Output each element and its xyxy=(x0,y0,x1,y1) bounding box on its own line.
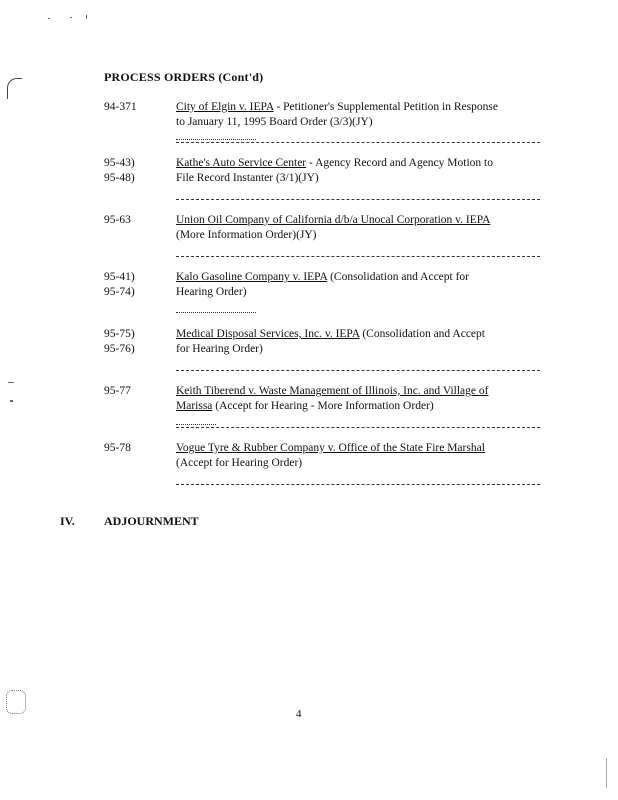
docket-number: 94-371 xyxy=(104,101,137,113)
separator-line xyxy=(176,370,540,371)
scan-speck xyxy=(86,15,87,19)
case-name: Kathe's Auto Service Center xyxy=(176,157,307,169)
order-text-line2: Hearing Order) xyxy=(176,286,247,298)
page-number: 4 xyxy=(296,708,302,720)
order-description xyxy=(176,327,546,357)
separator-line xyxy=(176,427,540,428)
separator-mark xyxy=(176,424,216,425)
order-description xyxy=(176,213,546,243)
separator-line xyxy=(176,484,540,485)
order-description xyxy=(176,270,546,300)
order-description xyxy=(176,100,546,130)
order-text-line2: to January 11, 1995 Board Order (3/3)(JY) xyxy=(176,116,373,128)
docket-numbers xyxy=(104,270,164,300)
docket-number: 95-63 xyxy=(104,214,131,226)
scan-mark xyxy=(6,690,26,714)
docket-numbers xyxy=(104,384,164,399)
scan-speck xyxy=(48,18,50,19)
docket-numbers xyxy=(104,100,164,115)
separator-line xyxy=(176,199,540,200)
separator-mark xyxy=(176,139,256,140)
order-description xyxy=(176,441,546,471)
order-text: (Consolidation and Accept for xyxy=(327,271,470,283)
separator-line xyxy=(176,142,540,143)
docket-numbers xyxy=(104,213,164,228)
docket-numbers xyxy=(104,327,164,357)
docket-number: 95-75) xyxy=(104,328,135,340)
order-text: - Agency Record and Agency Motion to xyxy=(306,157,493,169)
case-name: Medical Disposal Services, Inc. v. IEPA xyxy=(176,328,360,340)
order-text-line2: (More Information Order)(JY) xyxy=(176,229,317,241)
case-name: Union Oil Company of California d/b/a Unocal Corporation v. IEPA xyxy=(176,214,491,226)
case-name: Vogue Tyre & Rubber Company v. Office of the State Fire Marshal xyxy=(176,442,485,454)
order-description xyxy=(176,156,546,186)
scan-speck xyxy=(8,382,14,383)
docket-number: 95-77 xyxy=(104,385,131,397)
order-text-line2: (Accept for Hearing Order) xyxy=(176,457,303,469)
case-name: City of Elgin v. IEPA xyxy=(176,101,274,113)
order-text-line2: (Accept for Hearing - More Information Order) xyxy=(212,400,434,412)
docket-number: 95-74) xyxy=(104,286,135,298)
scan-speck xyxy=(10,400,13,402)
docket-numbers xyxy=(104,156,164,186)
docket-number: 95-43) xyxy=(104,157,135,169)
separator-line xyxy=(176,256,540,257)
section-heading: PROCESS ORDERS (Cont'd) xyxy=(104,70,264,84)
case-name: Kalo Gasoline Company v. IEPA xyxy=(176,271,328,283)
docket-number: 95-76) xyxy=(104,343,135,355)
scan-speck xyxy=(70,17,72,18)
section-numeral: IV. xyxy=(60,514,75,528)
order-description xyxy=(176,384,546,414)
adjournment-heading: ADJOURNMENT xyxy=(104,514,199,528)
scan-mark xyxy=(7,78,22,99)
docket-numbers xyxy=(104,441,164,456)
order-text-line2: for Hearing Order) xyxy=(176,343,263,355)
separator-mark xyxy=(176,312,256,313)
order-text-line2: File Record Instanter (3/1)(JY) xyxy=(176,172,319,184)
case-name-continued: Marissa xyxy=(176,400,213,412)
order-text: - Petitioner's Supplemental Petition in Response xyxy=(273,101,498,113)
docket-number: 95-41) xyxy=(104,271,135,283)
scan-speck xyxy=(606,758,607,788)
docket-number: 95-78 xyxy=(104,442,131,454)
order-text: (Consolidation and Accept xyxy=(359,328,485,340)
docket-number: 95-48) xyxy=(104,172,135,184)
case-name: Keith Tiberend v. Waste Management of Illinois, Inc. and Village of xyxy=(176,385,489,397)
